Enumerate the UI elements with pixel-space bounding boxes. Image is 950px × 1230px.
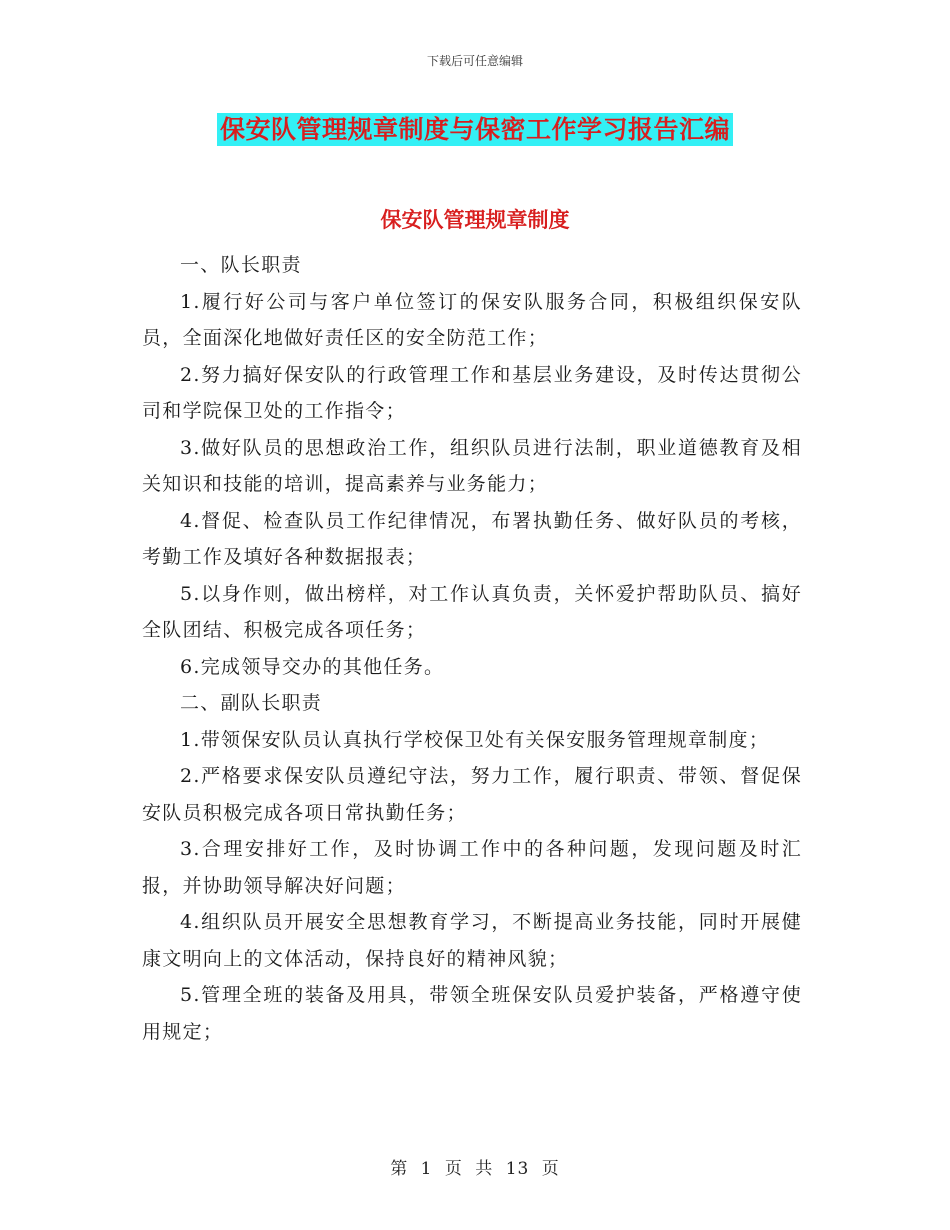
section-title: 保安队管理规章制度 [380,207,570,232]
paragraph: 4.督促、检查队员工作纪律情况，布署执勤任务、做好队员的考核，考勤工作及填好各种数据报表； [142,509,802,568]
document-title-text: 保安队管理规章制度与保密工作学习报告汇编 [217,113,733,146]
document-body [142,247,802,1050]
paragraph: 6.完成领导交办的其他任务。 [180,655,445,678]
paragraph: 3.做好队员的思想政治工作，组织队员进行法制，职业道德教育及相关知识和技能的培训，提高素养与业务能力； [142,436,802,495]
paragraph: 1.履行好公司与客户单位签订的保安队服务合同，积极组织保安队员，全面深化地做好责任区的安全防范工作； [142,290,802,349]
header-note: 下载后可任意编辑 [426,54,523,68]
heading-vice-captain-duties: 二、副队长职责 [180,692,323,714]
document-title [0,110,950,146]
paragraph: 2.努力搞好保安队的行政管理工作和基层业务建设，及时传达贯彻公司和学院保卫处的工作指令； [142,363,802,422]
paragraph: 3.合理安排好工作，及时协调工作中的各种问题，发现问题及时汇报，并协助领导解决好问题； [142,838,802,897]
heading-captain-duties: 一、队长职责 [180,254,302,276]
paragraph: 2.严格要求保安队员遵纪守法，努力工作，履行职责、带领、督促保安队员积极完成各项日常执勤任务； [142,765,802,824]
paragraph: 5.管理全班的装备及用具，带领全班保安队员爱护装备，严格遵守使用规定； [142,984,802,1043]
paragraph: 5.以身作则，做出榜样，对工作认真负责，关怀爱护帮助队员、搞好全队团结、积极完成各项任务； [142,582,802,641]
paragraph: 1.带领保安队员认真执行学校保卫处有关保安服务管理规章制度； [180,728,770,751]
page-number: 第 1 页 共 13 页 [390,1159,560,1179]
paragraph: 4.组织队员开展安全思想教育学习，不断提高业务技能，同时开展健康文明向上的文体活动，保持良好的精神风貌； [142,911,802,970]
